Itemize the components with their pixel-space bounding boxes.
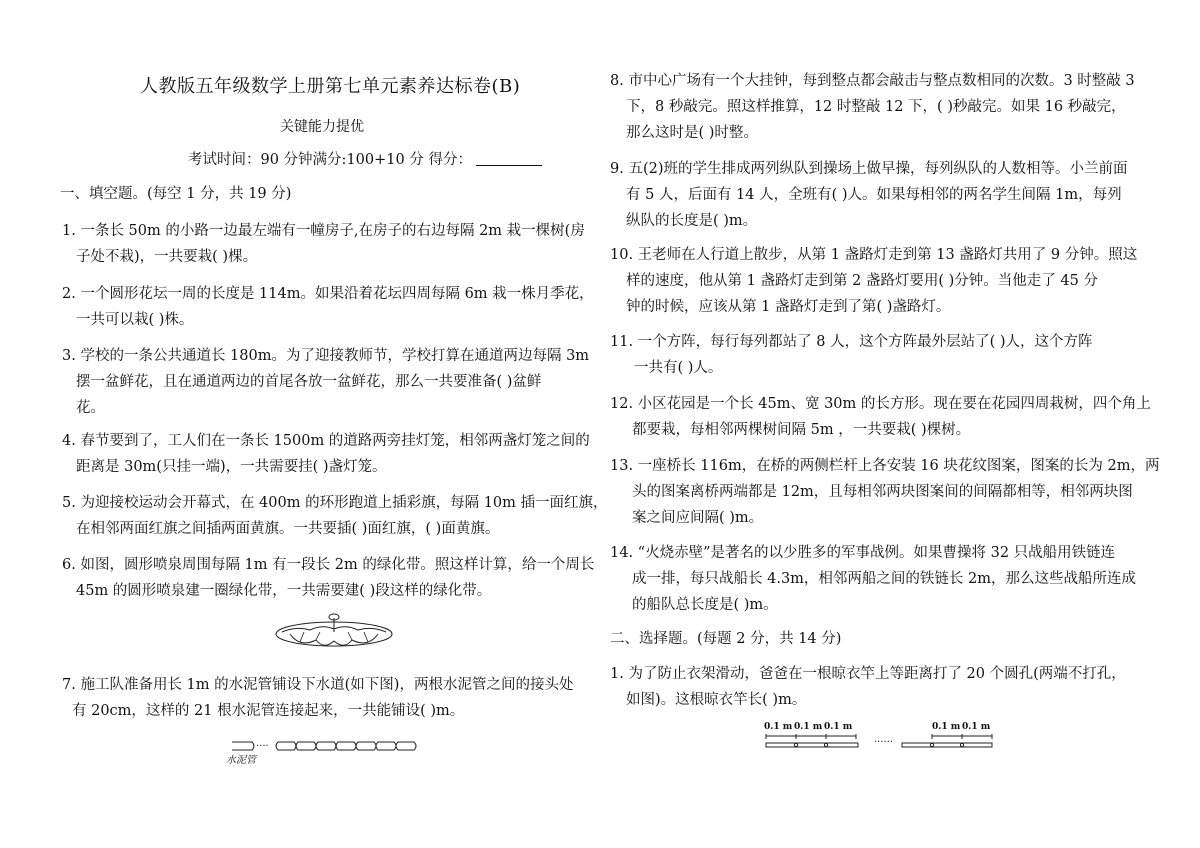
- score-blank: [476, 151, 542, 166]
- question-6-line-2: 45m 的圆形喷泉建一圈绿化带，一共需要建( )段这样的绿化带。: [76, 583, 492, 599]
- question-3-line-3: 花。: [76, 400, 105, 416]
- svg-text:····: ····: [256, 741, 269, 752]
- question-7-line-2: 有 20cm，这样的 21 根水泥管连接起来，一共能铺设( )m。: [72, 703, 465, 719]
- question-12-line-1: 12. 小区花园是一个长 45m、宽 30m 的长方形。现在要在花园四周栽树，四个角上: [610, 396, 1151, 412]
- rod-label-3: 0.1 m: [824, 722, 853, 732]
- question-11-line-1: 11. 一个方阵，每行每列都站了 8 人，这个方阵最外层站了( )人，这个方阵: [610, 334, 1093, 350]
- question-2-line-2: 一共可以栽( )株。: [76, 312, 194, 328]
- question-9-line-3: 纵队的长度是( )m。: [626, 213, 758, 229]
- question-14-line-2: 成一排，每只战船长 4.3m，相邻两船之间的铁链长 2m，那么这些战船所连成: [632, 571, 1136, 587]
- rod-label-5: 0.1 m: [962, 722, 991, 732]
- question-8-line-1: 8. 市中心广场有一个大挂钟，每到整点都会敲击与整点数相同的次数。3 时整敲 3: [610, 73, 1135, 89]
- page-subtitle: 关键能力提优: [280, 119, 364, 135]
- fountain-figure: [270, 610, 400, 655]
- question-5-line-1: 5. 为迎接校运动会开幕式，在 400m 的环形跑道上插彩旗，每隔 10m 插一面红旗，: [62, 495, 608, 511]
- question-11-line-2: 一共有( )人。: [634, 360, 723, 376]
- section-choice-heading: 二、选择题。(每题 2 分，共 14 分): [610, 631, 842, 647]
- rod-ellipsis: ......: [874, 734, 894, 745]
- question-8-line-3: 那么这时是( )时整。: [626, 125, 758, 141]
- question-2-line-1: 2. 一个圆形花坛一周的长度是 114m。如果沿着花坛四周每隔 6m 栽一株月季花，: [62, 286, 594, 302]
- question-4-line-2: 距离是 30m(只挂一端)，一共需要挂( )盏灯笼。: [76, 459, 387, 475]
- question-13-line-1: 13. 一座桥长 116m，在桥的两侧栏杆上各安装 16 块花纹图案，图案的长为 2m，两: [610, 458, 1160, 474]
- question-8-line-2: 下，8 秒敲完。照这样推算，12 时整敲 12 下，( )秒敲完。如果 16 秒敲完，: [626, 99, 1126, 115]
- question-3-line-2: 摆一盆鲜花，且在通道两边的首尾各放一盆鲜花，那么一共要准备( )盆鲜: [76, 374, 542, 390]
- question-12-line-2: 都要栽，每相邻两棵树间隔 5m ，一共要栽( )棵树。: [632, 422, 971, 438]
- pipe-label: 水泥管: [226, 755, 256, 766]
- page-title: 人教版五年级数学上册第七单元素养达标卷(B): [140, 76, 521, 97]
- question-1-line-2: 子处不栽)，一共要栽( )棵。: [76, 249, 258, 265]
- question-3-line-1: 3. 学校的一条公共通道长 180m。为了迎接教师节，学校打算在通道两边每隔 3m: [62, 348, 590, 364]
- choice-1-line-1: 1. 为了防止衣架滑动，爸爸在一根晾衣竿上等距离打了 20 个圆孔(两端不打孔，: [610, 666, 1126, 682]
- rod-label-1: 0.1 m: [764, 722, 793, 732]
- question-9-line-1: 9. 五(2)班的学生排成两列纵队到操场上做早操，每列纵队的人数相等。小兰前面: [610, 161, 1128, 177]
- section-fill-heading: 一、填空题。(每空 1 分，共 19 分): [60, 186, 292, 202]
- question-6-line-1: 6. 如图，圆形喷泉周围每隔 1m 有一段长 2m 的绿化带。照这样计算，给一个周长: [62, 557, 595, 573]
- question-1-line-1: 1. 一条长 50m 的小路一边最左端有一幢房子,在房子的右边每隔 2m 栽一棵树(房: [62, 223, 585, 239]
- question-14-line-1: 14. “火烧赤壁”是著名的以少胜多的军事战例。如果曹操将 32 只战船用铁链连: [610, 545, 1116, 561]
- exam-info: [188, 147, 542, 173]
- rod-label-2: 0.1 m: [794, 722, 823, 732]
- question-10-line-1: 10. 王老师在人行道上散步，从第 1 盏路灯走到第 13 盏路灯共用了 9 分钟。照这: [610, 247, 1138, 263]
- question-13-line-2: 头的图案离桥两端都是 12m，且每相邻两块图案间的间隔都相等，相邻两块图: [632, 484, 1133, 500]
- question-9-line-2: 有 5 人，后面有 14 人，全班有( )人。如果每相邻的两名学生间隔 1m，每列: [626, 187, 1122, 203]
- question-13-line-3: 案之间应间隔( )m。: [632, 510, 764, 526]
- question-5-line-2: 在相邻两面红旗之间插两面黄旗。一共要插( )面红旗，( )面黄旗。: [76, 521, 500, 537]
- rod-label-4: 0.1 m: [932, 722, 961, 732]
- question-10-line-3: 钟的时候，应该从第 1 盏路灯走到了第( )盏路灯。: [626, 299, 951, 315]
- question-7-line-1: 7. 施工队准备用长 1m 的水泥管铺设下水道(如下图)，两根水泥管之间的接头处: [62, 677, 574, 693]
- question-10-line-2: 样的速度，他从第 1 盏路灯走到第 2 盏路灯要用( )分钟。当他走了 45 分: [626, 273, 1098, 289]
- exam-info-text: 考试时间：90 分钟满分:100+10 分 得分：: [188, 152, 472, 168]
- question-14-line-3: 的船队总长度是( )m。: [632, 597, 778, 613]
- pipe-figure: [230, 737, 430, 755]
- question-4-line-1: 4. 春节要到了，工人们在一条长 1500m 的道路两旁挂灯笼，相邻两盏灯笼之间的: [62, 433, 590, 449]
- choice-1-line-2: 如图)。这根晾衣竿长( )m。: [626, 692, 807, 708]
